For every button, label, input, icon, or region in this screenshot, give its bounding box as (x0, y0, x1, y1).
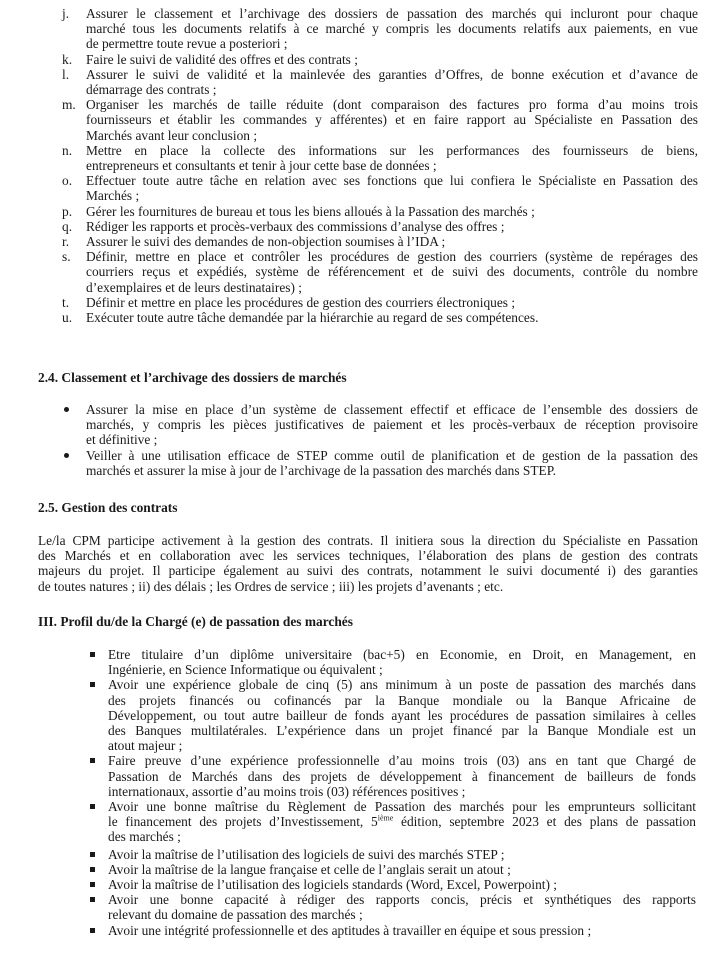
bullet-line: atout majeur ; (108, 738, 183, 754)
list-marker: t. (62, 294, 70, 310)
bullet-line: des Banques multilatérales. L’expérience dans un projet financé par la Banque Mondiale est un (108, 723, 696, 738)
bullet-dot-icon (64, 407, 69, 412)
list-marker: j. (62, 6, 70, 21)
bullet-line: Avoir une expérience globale de cinq (5) ans minimum à un poste de passation des marchés dans (108, 677, 696, 693)
list-marker: q. (62, 218, 73, 234)
bullet-line: marchés et assurer la mise à jour de l’archivage de la passation des marchés dans STEP. (86, 462, 556, 478)
list-marker: m. (62, 97, 76, 113)
bullet-line: Veiller à une utilisation efficace de STEP comme outil de planification et de gestion de la passation des (86, 447, 698, 463)
list-marker: l. (62, 66, 70, 82)
list-marker: s. (62, 249, 71, 265)
list-item-line: Assurer le classement et l’archivage des dossiers de passation des marchés qui incluront pour chaque (86, 6, 698, 21)
list-item-line: Définir et mettre en place les procédures de gestion des courriers électroniques ; (86, 294, 516, 310)
bullet-line: internationaux, assortie d’au moins trois (03) références positives ; (108, 783, 466, 799)
bullet-line: Avoir la maîtrise de l’utilisation des logiciels de suivi des marchés STEP ; (108, 846, 505, 862)
list-item-line: fournisseurs et établir les commandes y afférentes) et en faire rapport au Spécialiste en Passation des (86, 112, 698, 128)
bullet-square-icon (90, 882, 95, 887)
bullet-square-icon (90, 758, 95, 763)
list-item-line: d’exemplaires et de leurs destinataires) ; (86, 279, 303, 295)
list-item-line: Faire le suivi de validité des offres et des contrats ; (86, 51, 358, 67)
list-item-line: de permettre toute revue a posteriori ; (86, 36, 288, 52)
list-item-line: marché tous les documents relatifs à ce marché y compris les documents relatifs aux paiements, en vue (86, 21, 698, 37)
bullet-square-icon (90, 682, 95, 687)
bullet-line: des marchés ; (108, 829, 181, 845)
list-item-line: entrepreneurs et consultants et tenir à jour cette base de données ; (86, 158, 437, 173)
list-marker: n. (62, 142, 73, 158)
bullet-line: Avoir une bonne capacité à rédiger des rapports concis, précis et synthétiques des rapports (108, 892, 696, 908)
bullet-square-icon (90, 867, 95, 872)
bullet-square-icon (90, 652, 95, 657)
bullet-line: Faire preuve d’une expérience professionnelle d’au moins trois (03) ans en tant que Chargé de (108, 753, 696, 769)
bullet-line: Passation de Marchés dans des projets de développement à financement de bailleurs de fonds (108, 768, 696, 784)
bullet-dot-icon (64, 453, 69, 458)
bullet-line: relevant du domaine de passation des marchés ; (108, 907, 363, 923)
list-item-line: Assurer le suivi de validité et la mainlevée des garanties d’Offres, de bonne exécution et d’avance de (86, 66, 698, 82)
list-item-line: Rédiger les rapports et procès-verbaux des commissions d’analyse des offres ; (86, 218, 505, 234)
bullet-line: Développement, ou tout autre bailleur de fonds ayant les procédures de passation similaires à celles (108, 707, 696, 723)
bullet-line: Ingénierie, en Science Informatique ou équivalent ; (108, 662, 383, 678)
bullet-line: marchés, y compris les pièces justificatives de paiement et les procès-verbaux de réception provisoire (86, 417, 698, 433)
list-item-line: démarrage des contrats ; (86, 82, 217, 97)
list-item-line: Mettre en place la collecte des informations sur les performances des fournisseurs de biens, (86, 142, 698, 158)
bullet-line: Avoir la maîtrise de l’utilisation des logiciels standards (Word, Excel, Powerpoint) ; (108, 877, 558, 892)
list-item-line: Définir, mettre en place et contrôler les procédures de gestion des courriers (système de repérages des (86, 249, 698, 265)
bullet-line: le financement des projets d’Investissement, 5ième édition, septembre 2023 et des plans de passation (108, 813, 696, 830)
list-item-line: courriers reçus et expédiés, système de référencement et de suivi des documents, contrôle du nombre (86, 264, 698, 280)
bullet-line: Assurer la mise en place d’un système de classement effectif et efficace de l’ensemble des dossiers de (86, 402, 698, 417)
section-heading: 2.5. Gestion des contrats (38, 500, 178, 515)
bullet-line: Etre titulaire d’un diplôme universitaire (bac+5) en Economie, en Droit, en Management, en (108, 647, 696, 662)
bullet-square-icon (90, 897, 95, 902)
bullet-line: des projets financés ou cofinancés par la Banque mondiale ou la Banque Africaine de (108, 692, 696, 708)
paragraph-line: des Marchés et en collaboration avec les services techniques, l’élaboration des plans de gestion des contrats (38, 548, 698, 564)
list-marker: r. (62, 234, 70, 249)
list-item-line: Assurer le suivi des demandes de non-objection soumises à l’IDA ; (86, 234, 446, 249)
paragraph-line: majeurs du projet. Il participe également au suivi des contrats, notamment le suivi documenté i) des garanties (38, 563, 698, 579)
list-marker: o. (62, 173, 73, 189)
list-item-line: Gérer les fournitures de bureau et tous les biens alloués à la Passation des marchés ; (86, 203, 535, 219)
bullet-line: Avoir une intégrité professionnelle et des aptitudes à travailler en équipe et sous pression ; (108, 922, 592, 938)
bullet-line: et définitive ; (86, 432, 158, 448)
bullet-square-icon (90, 852, 95, 857)
list-item-line: Organiser les marchés de taille réduite (dont comparaison des factures pro forma d’au moins trois (86, 97, 698, 113)
list-marker: u. (62, 310, 73, 325)
section-heading: 2.4. Classement et l’archivage des dossiers de marchés (38, 370, 347, 385)
list-item-line: Marchés ; (86, 188, 140, 204)
bullet-square-icon (90, 804, 95, 809)
section-heading: III. Profil du/de la Chargé (e) de passation des marchés (38, 614, 353, 629)
list-item-line: Exécuter toute autre tâche demandée par la hiérarchie au regard de ses compétences. (86, 310, 539, 325)
bullet-line: Avoir une bonne maîtrise du Règlement de Passation des marchés pour les emprunteurs sollicitant (108, 799, 696, 814)
list-marker: k. (62, 51, 73, 67)
list-marker: p. (62, 203, 73, 219)
list-item-line: Effectuer toute autre tâche en relation avec ses fonctions que lui confiera le Spécialiste en Passation des (86, 173, 698, 189)
paragraph-line: de toutes natures ; ii) des délais ; les Ordres de service ; iii) les projets d’avenants ; etc. (38, 578, 504, 594)
bullet-line: Avoir la maîtrise de la langue française et celle de l’anglais serait un atout ; (108, 861, 511, 877)
list-item-line: Marchés avant leur conclusion ; (86, 127, 258, 143)
paragraph-line: Le/la CPM participe activement à la gestion des contrats. Il initiera sous la direction du Spécialiste en Passation (38, 533, 698, 548)
bullet-square-icon (90, 928, 95, 933)
